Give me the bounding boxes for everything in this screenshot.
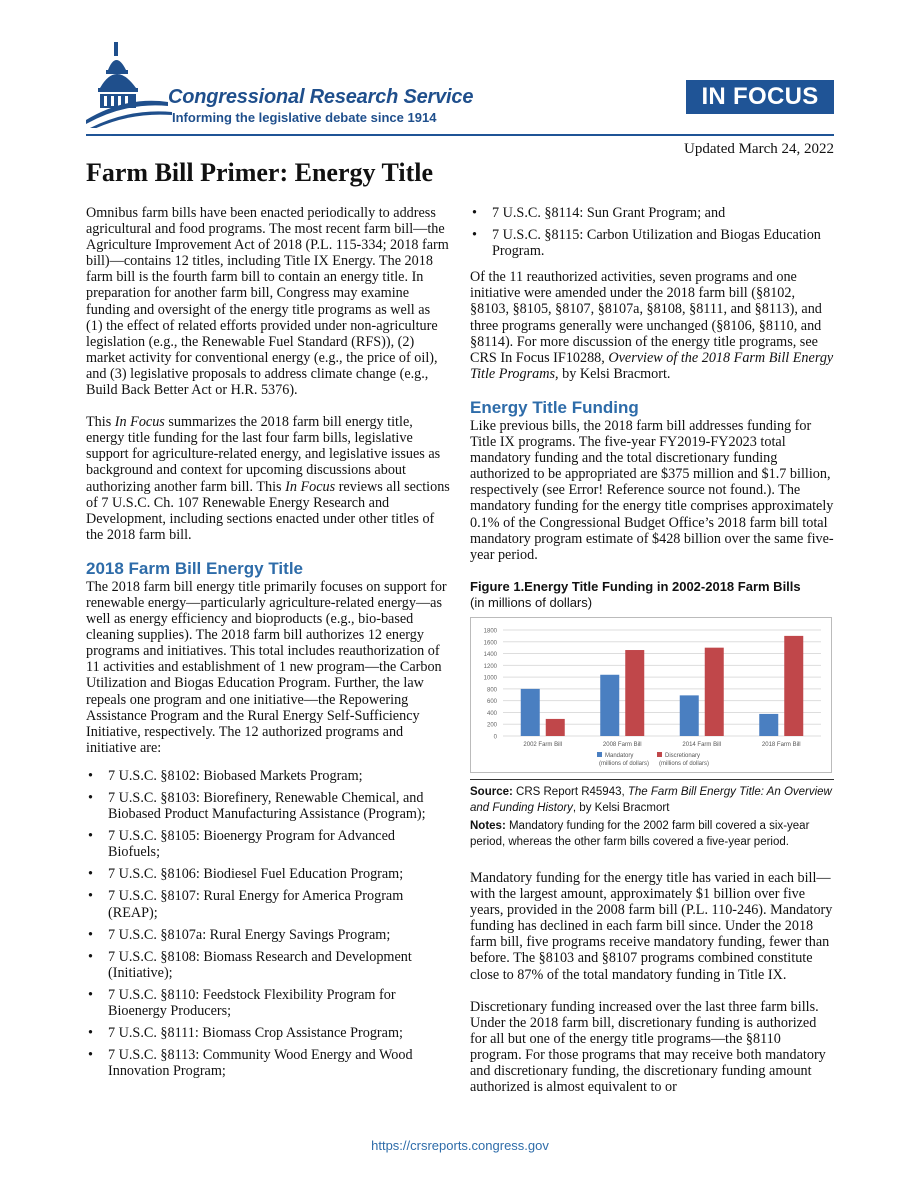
x-tick-label: 2008 Farm Bill [602,741,642,748]
program-list [86,768,450,1080]
list-item [86,768,450,784]
list-item-text: 7 U.S.C. §8107: Rural Energy for America Program (REAP); [108,888,404,921]
list-item [86,987,450,1019]
list-item-text: 7 U.S.C. §8114: Sun Grant Program; and [492,205,726,221]
y-tick-label: 200 [486,722,497,729]
bullet-icon: • [88,1025,93,1042]
header-rule [86,134,834,136]
bar-mandatory [759,714,778,736]
bullet-icon: • [88,767,93,784]
capitol-dome-logo-icon [86,40,176,128]
y-tick-label: 1600 [483,640,497,647]
bullet-icon: • [88,926,93,943]
list-item [470,205,834,221]
bullet-icon: • [88,828,93,845]
figure-title: Figure 1.Energy Title Funding in 2002-2018 Farm Bills [470,578,801,594]
list-item [86,1047,450,1079]
legend-swatch [657,752,662,757]
list-item-text: 7 U.S.C. §8105: Bioenergy Program for Advanced Biofuels; [108,828,395,861]
right-column [470,205,834,1111]
section-heading-funding: Energy Title Funding [470,397,639,417]
intro-paragraph: Omnibus farm bills have been enacted periodically to address agricultural and food programs. The most recent farm bill—the Agriculture Improvement Act of 2018 (P.L. 115-334; 2018 farm bill)—contains 12 titles, including Title IX Energy. The 2018 farm bill is the fourth farm bill to contain an energy title. In preparation for another farm bill, Congress may examine funding and oversight of the energy title programs as well as (1) the effect of related efforts provided under non-agriculture legislation (e.g., the Renewable Fuel Standard (RFS)), (2) market activity for conventional energy (e.g., the price of oil), and (3) legislative proposals to address climate change (e.g., Build Back Better Act or H.R. 5376). [86,205,449,399]
bar-discretionary [784,636,803,736]
y-tick-label: 600 [486,699,497,706]
bar-discretionary [625,650,644,736]
bullet-icon: • [88,1047,93,1064]
y-tick-label: 800 [486,687,497,694]
figure-notes: Notes: Mandatory funding for the 2002 farm bill covered a six-year period, whereas the other farm bills covered a five-year period. [470,819,810,848]
bullet-icon: • [88,866,93,883]
list-item-text: 7 U.S.C. §8103: Biorefinery, Renewable Chemical, and Biobased Product Manufacturing Assistance (Program); [108,790,426,823]
mandatory-paragraph: Mandatory funding for the energy title has varied in each bill—with the largest amount, approximately $1 billion over five years, provided in the 2008 farm bill (P.L. 110-246). Mandatory funding has declined in each farm bill since. Under the 2018 farm bill, five programs receive mandatory funding, fewer than before. The §8103 and §8107 programs combined constitute close to 87% of the total mandatory funding in Title IX. [470,869,833,983]
bar-mandatory [680,695,699,736]
x-tick-label: 2018 Farm Bill [761,741,801,748]
y-tick-label: 400 [486,710,497,717]
bar-mandatory [521,689,540,736]
list-item [86,1025,450,1041]
energy-title-paragraph: The 2018 farm bill energy title primarily focuses on support for renewable energy—particularly agriculture-related energy—as well as energy efficiency and bioproducts (e.g., bio-based cleaning supplies). The 2018 farm bill authorizes 12 energy programs and initiatives. This total includes reauthorization of 11 activities and establishment of 1 new program—the Carbon Utilization and Biogas Education Program. Further, the law repeals one program and one initiative—the Repowering Assistance Program and the Rural Energy Self-Sufficiency Initiative, respectively. The 12 authorized programs and initiative are: [86,578,447,756]
legend-label: Discretionary [665,752,701,759]
list-item-text: 7 U.S.C. §8102: Biobased Markets Program; [108,767,363,784]
program-list-continued [470,205,834,259]
bullet-icon: • [472,227,477,244]
bar-discretionary [705,648,724,736]
bullet-icon: • [88,948,93,965]
reauthorized-paragraph: Of the 11 reauthorized activities, seven programs and one initiative were amended under the 2018 farm bill (§8102, §8103, §8105, §8107, §8107a, §8108, §8111, and §8113), and three programs generally were unchanged (§8106, §8110, and §8114). For more discussion of the energy title programs, see CRS In Focus IF10288, Overview of the 2018 Farm Bill Energy Title Programs, by Kelsi Bracmort. [470,269,834,382]
list-item [86,888,450,920]
page-title: Farm Bill Primer: Energy Title [86,158,434,187]
x-tick-label: 2014 Farm Bill [682,741,722,748]
list-item [86,866,450,882]
legend-swatch [597,752,602,757]
funding-paragraph: Like previous bills, the 2018 farm bill addresses funding for Title IX programs. The five-year FY2019-FY2023 total mandatory funding and the total discretionary funding authorized to be appropriated are $375 million and $1.7 billion, respectively (see Error! Reference source not found.). The mandatory funding for the energy title comprises approximately 0.1% of the Congressional Budget Office’s 2018 farm bill total mandatory program estimate of $428 billion over the same five-year period. [470,417,834,563]
org-name: Congressional Research Service [168,86,474,108]
discretionary-paragraph: Discretionary funding increased over the last three farm bills. Under the 2018 farm bill, discretionary funding is authorized for all but one of the energy title programs—the §8110 program. For those programs that may receive both mandatory and discretionary funding, the discretionary funding amount authorized is almost equivalent to or [470,998,826,1096]
list-item-text: 7 U.S.C. §8108: Biomass Research and Development (Initiative); [108,948,412,981]
bar-discretionary [546,719,565,736]
list-item [86,828,450,860]
footer-url[interactable]: https://crsreports.congress.gov [371,1138,549,1153]
summary-paragraph: This In Focus summarizes the 2018 farm bill energy title, energy title funding for the last four farm bills, legislative support for agriculture-related energy, and legislative issues as background and context for upcoming discussions about authorizing another farm bill. This In Focus reviews all sections of 7 U.S.C. Ch. 107 Renewable Energy Research and Development, including sections enacted under other titles of the 2018 farm bill. [86,414,450,543]
bullet-icon: • [472,205,477,221]
bullet-icon: • [88,986,93,1003]
list-item [86,927,450,943]
y-tick-label: 1000 [483,675,497,682]
in-focus-badge: IN FOCUS [686,80,834,114]
figure-source: Source: CRS Report R45943, The Farm Bill Energy Title: An Overview and Funding History, by Kelsi Bracmort [470,785,832,814]
y-tick-label: 0 [493,734,497,741]
y-tick-label: 1200 [483,663,497,670]
list-item-text: 7 U.S.C. §8110: Feedstock Flexibility Program for Bioenergy Producers; [108,986,396,1020]
page-header [0,0,920,157]
list-item [86,790,450,822]
figure-subtitle: (in millions of dollars) [470,594,593,610]
list-item-text: 7 U.S.C. §8111: Biomass Crop Assistance Program; [108,1025,403,1042]
y-tick-label: 1400 [483,652,497,659]
figure-rule [470,779,834,780]
bullet-icon: • [88,790,93,806]
left-column [86,205,450,1085]
list-item [86,949,450,981]
list-item-text: 7 U.S.C. §8115: Carbon Utilization and Biogas Education Program. [492,227,821,260]
list-item-text: 7 U.S.C. §8107a: Rural Energy Savings Program; [108,926,391,943]
updated-date: Updated March 24, 2022 [684,141,834,157]
x-tick-label: 2002 Farm Bill [523,741,563,748]
funding-chart [470,617,832,773]
section-heading-energy-title: 2018 Farm Bill Energy Title [86,558,303,578]
bullet-icon: • [88,888,93,905]
legend-label: Mandatory [605,752,634,759]
funding-bar-chart [471,618,833,774]
list-item [470,227,834,259]
org-tagline: Informing the legislative debate since 1914 [172,110,437,125]
legend-label-units: (millions of dollars) [599,760,650,767]
y-tick-label: 1800 [483,628,497,635]
list-item-text: 7 U.S.C. §8113: Community Wood Energy and Wood Innovation Program; [108,1047,413,1080]
list-item-text: 7 U.S.C. §8106: Biodiesel Fuel Education Program; [108,866,404,883]
bar-mandatory [600,675,619,736]
legend-label-units: (millions of dollars) [659,760,710,767]
